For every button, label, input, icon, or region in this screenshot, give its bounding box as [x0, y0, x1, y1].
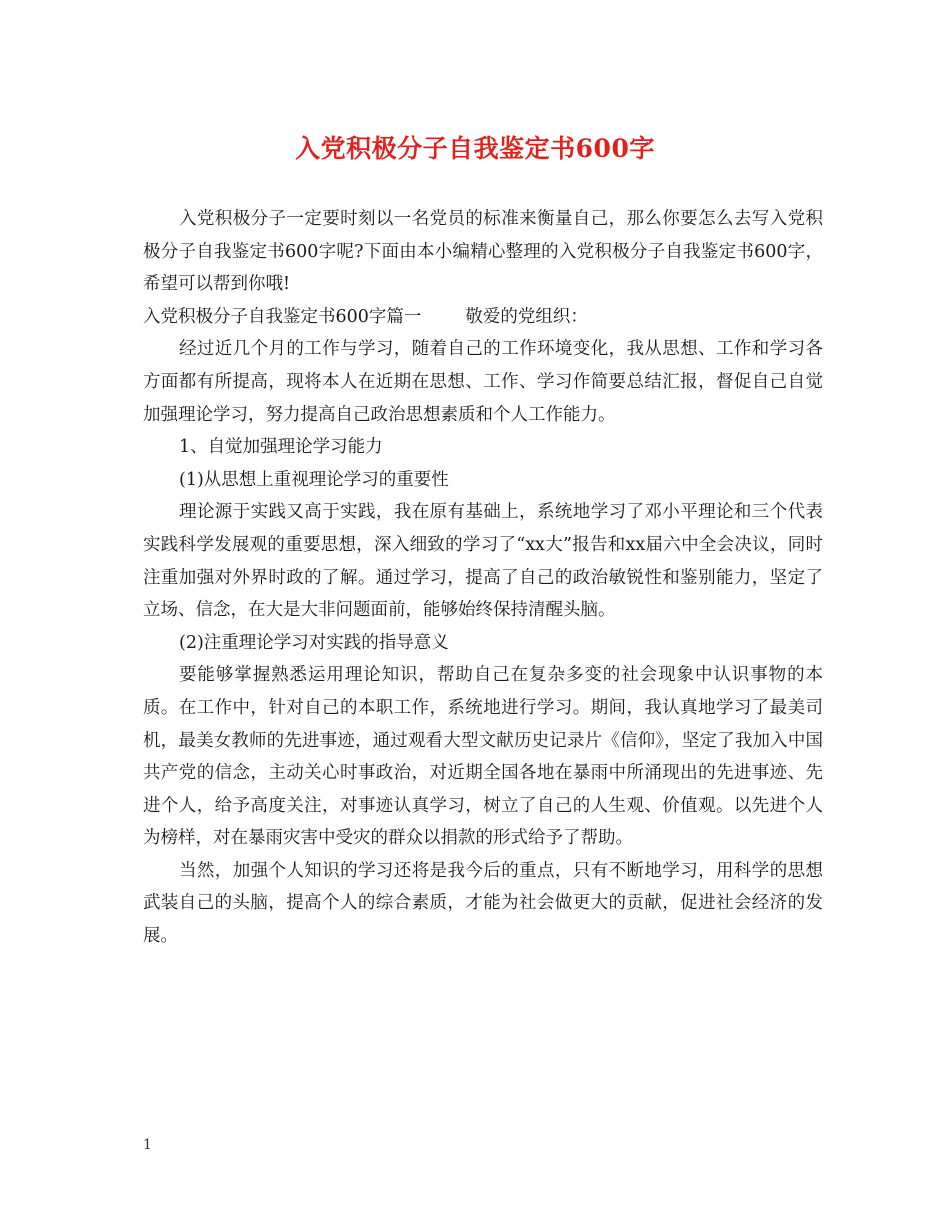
- body-paragraph: 当然，加强个人知识的学习还将是我今后的重点，只有不断地学习，用科学的思想武装自己的头脑，提高个人的综合素质，才能为社会做更大的贡献，促进社会经济的发展。: [143, 860, 823, 947]
- body-paragraph: 经过近几个月的工作与学习，随着自己的工作环境变化，我从思想、工作和学习各方面都有所提高，现将本人在近期在思想、工作、学习作简要总结汇报，督促自己自觉加强理论学习，努力提高自己政治思想素质和个人工作能力。: [143, 339, 823, 425]
- subheading: 1、自觉加强理论学习能力: [179, 437, 383, 458]
- intro-paragraph: 入党积极分子一定要时刻以一名党员的标准来衡量自己，那么你要怎么去写入党积极分子自我鉴定书600字呢?下面由本小编精心整理的入党积极分子自我鉴定书600字，希望可以帮到你哦!: [143, 209, 823, 295]
- subheading: (2)注重理论学习对实践的指导意义: [179, 632, 449, 653]
- subheading: (1)从思想上重视理论学习的重要性: [179, 469, 449, 490]
- section-title: 入党积极分子自我鉴定书600字篇一: [143, 306, 422, 327]
- body-paragraph: 理论源于实践又高于实践，我在原有基础上，系统地学习了邓小平理论和三个代表实践科学发展观的重要思想，深入细致的学习了“xx大”报告和xx届六中全会决议，同时注重加强对外界时政的了解。通过学习，提高了自己的政治敏锐性和鉴别能力，坚定了立场、信念，在大是大非问题面前，能够始终保持清醒头脑。: [143, 502, 823, 621]
- section-heading: [143, 301, 823, 334]
- document-body: [143, 203, 823, 953]
- salutation: 敬爱的党组织：: [465, 306, 588, 327]
- page-number: 1: [143, 1137, 152, 1153]
- body-paragraph: 要能够掌握熟悉运用理论知识，帮助自己在复杂多变的社会现象中认识事物的本质。在工作中，针对自己的本职工作，系统地进行学习。期间，我认真地学习了最美司机，最美女教师的先进事迹，通过观看大型文献历史记录片《信仰》，坚定了我加入中国共产党的信念，主动关心时事政治，对近期全国各地在暴雨中所涌现出的先进事迹、先进个人，给予高度关注，对事迹认真学习，树立了自己的人生观、价值观。以先进个人为榜样，对在暴雨灾害中受灾的群众以捐款的形式给予了帮助。: [143, 665, 823, 849]
- document-title: 入党积极分子自我鉴定书600字: [295, 134, 655, 163]
